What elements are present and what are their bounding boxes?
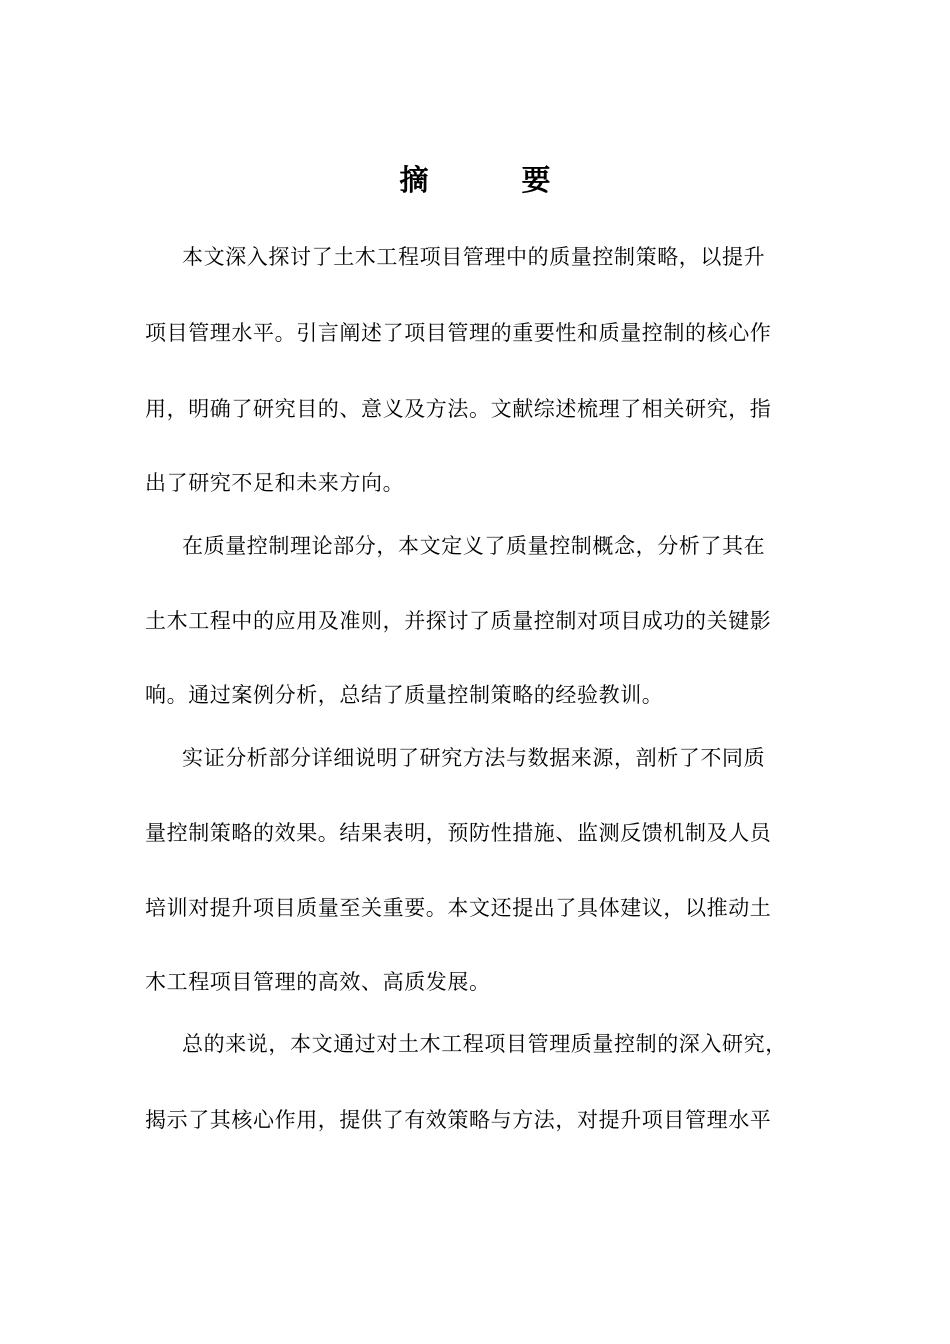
paragraph-line: 实证分析部分详细说明了研究方法与数据来源，剖析了不同质 — [182, 746, 766, 770]
paragraph-line: 土木工程中的应用及准则，并探讨了质量控制对项目成功的关键影 — [145, 609, 772, 633]
page-title: 摘 要 — [399, 163, 583, 197]
paragraph-line: 量控制策略的效果。结果表明，预防性措施、监测反馈机制及人员 — [145, 821, 772, 845]
paragraph-line: 在质量控制理论部分，本文定义了质量控制概念，分析了其在 — [182, 534, 766, 558]
paragraph-line: 项目管理水平。引言阐述了项目管理的重要性和质量控制的核心作 — [145, 321, 772, 345]
paragraph-line: 木工程项目管理的高效、高质发展。 — [145, 970, 491, 994]
paragraph-line: 响。通过案例分析，总结了质量控制策略的经验教训。 — [145, 683, 664, 707]
paragraph-line: 用，明确了研究目的、意义及方法。文献综述梳理了相关研究，指 — [145, 397, 772, 421]
paragraph-line: 培训对提升项目质量至关重要。本文还提出了具体建议，以推动土 — [145, 896, 772, 920]
paragraph-line: 本文深入探讨了土木工程项目管理中的质量控制策略，以提升 — [182, 245, 766, 269]
paragraph-line: 揭示了其核心作用，提供了有效策略与方法，对提升项目管理水平 — [145, 1108, 772, 1132]
paragraph-line: 出了研究不足和未来方向。 — [145, 471, 405, 495]
paragraph-line: 总的来说，本文通过对土木工程项目管理质量控制的深入研究， — [182, 1032, 787, 1056]
